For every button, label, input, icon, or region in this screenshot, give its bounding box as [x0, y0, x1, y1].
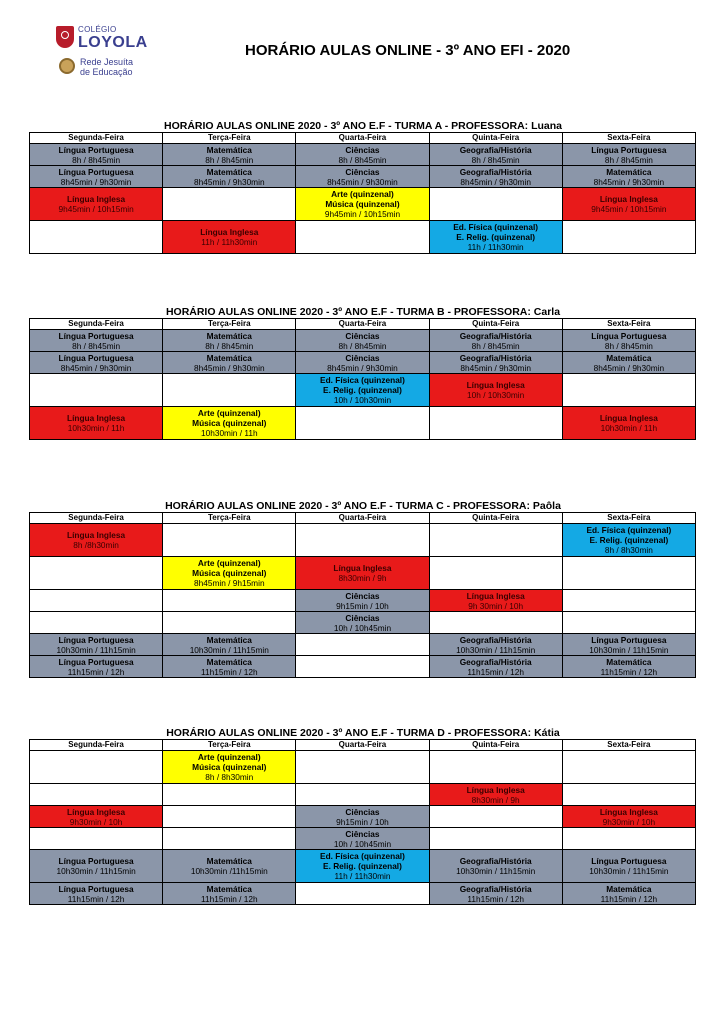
- section-title: HORÁRIO AULAS ONLINE 2020 - 3º ANO E.F - TURMA D - PROFESSORA: Kátia: [166, 727, 560, 739]
- day-header: Quinta-Feira: [429, 513, 562, 524]
- day-header: Segunda-Feira: [30, 513, 163, 524]
- table-row: [30, 407, 696, 440]
- class-time: 10h30min / 11h: [67, 423, 125, 433]
- class-cell: [562, 330, 695, 352]
- empty-cell: [429, 828, 562, 850]
- class-cell: [562, 883, 695, 905]
- class-time: 11h15min / 12h: [467, 666, 524, 677]
- class-cell: [429, 634, 562, 656]
- empty-cell: [30, 221, 163, 254]
- empty-cell: [30, 751, 163, 784]
- page-title: HORÁRIO AULAS ONLINE - 3º ANO EFI - 2020: [245, 42, 571, 59]
- class-time: 8h45min / 9h30min: [327, 362, 398, 373]
- class-cell: [429, 784, 562, 806]
- section-title: HORÁRIO AULAS ONLINE 2020 - 3º ANO E.F - TURMA B - PROFESSORA: Carla: [165, 306, 561, 318]
- table-row: [30, 330, 696, 352]
- empty-cell: [562, 751, 695, 784]
- class-cell: [30, 634, 163, 656]
- class-cell: [163, 850, 296, 883]
- class-cell: [562, 806, 695, 828]
- class-time: 10h30min / 11h: [200, 428, 258, 438]
- schedule-table: [29, 132, 696, 254]
- class-time: 10h / 10h30min: [467, 390, 525, 400]
- class-cell: [296, 374, 429, 407]
- class-cell: [163, 144, 296, 166]
- class-time: 10h30min / 11h15min: [589, 644, 669, 655]
- subject-name: Língua Inglesa: [333, 563, 392, 573]
- subject-name: Geografia/História: [459, 883, 532, 894]
- header-row: [30, 513, 696, 524]
- subject-name: Ciências: [345, 352, 380, 363]
- table-row: [30, 850, 696, 883]
- class-time: 10h30min /11h15min: [190, 866, 268, 876]
- class-time: 8h45min / 9h30min: [593, 176, 665, 187]
- empty-cell: [562, 784, 695, 806]
- table-row: [30, 188, 696, 221]
- subject-name: Matemática: [206, 656, 252, 667]
- class-cell: [429, 374, 562, 407]
- class-cell: [163, 407, 296, 440]
- subject-name: Língua Inglesa: [67, 806, 126, 817]
- empty-cell: [562, 590, 695, 612]
- class-time: 8h / 8h45min: [72, 340, 121, 351]
- class-time: 8h / 8h45min: [471, 340, 520, 351]
- subject-name: Língua Portuguesa: [58, 656, 134, 667]
- empty-cell: [429, 612, 562, 634]
- section-title: HORÁRIO AULAS ONLINE 2020 - 3º ANO E.F - TURMA C - PROFESSORA: Paôla: [165, 500, 561, 512]
- class-time: 8h45min / 9h15min: [193, 578, 265, 588]
- logo-name-text: LOYOLA: [78, 34, 148, 51]
- class-time: 11h15min / 12h: [67, 893, 125, 904]
- empty-cell: [30, 784, 163, 806]
- empty-cell: [30, 612, 163, 634]
- subject-name: Geografia/História: [459, 656, 532, 667]
- subject-name: E. Relig. (quinzenal): [323, 861, 402, 871]
- class-time: 8h / 8h30min: [205, 772, 254, 782]
- empty-cell: [296, 656, 429, 678]
- subject-name: Geografia/História: [459, 166, 532, 177]
- logo-rede-line1: Rede Jesuíta: [80, 57, 134, 67]
- day-header: Terça-Feira: [163, 740, 296, 751]
- schedule-table: [29, 739, 696, 905]
- class-time: 8h /8h30min: [73, 540, 119, 550]
- subject-name: Língua Inglesa: [599, 413, 658, 423]
- jesuit-seal-icon: [59, 58, 75, 74]
- subject-name: Matemática: [206, 166, 252, 177]
- subject-name: Matemática: [606, 166, 652, 177]
- class-time: 8h45min / 9h30min: [593, 362, 665, 373]
- school-logo: [56, 24, 156, 84]
- subject-name: Ciências: [345, 166, 380, 177]
- class-cell: [163, 656, 296, 678]
- class-time: 9h15min / 10h: [336, 600, 389, 611]
- subject-name: Língua Inglesa: [599, 806, 658, 817]
- class-time: 11h15min / 12h: [67, 666, 125, 677]
- class-time: 8h / 8h45min: [471, 154, 520, 165]
- class-time: 8h45min / 9h30min: [460, 176, 531, 187]
- class-cell: [163, 221, 296, 254]
- empty-cell: [562, 828, 695, 850]
- class-time: 11h15min / 12h: [467, 893, 524, 904]
- subject-name: Música (quinzenal): [192, 762, 267, 772]
- table-row: [30, 524, 696, 557]
- empty-cell: [163, 806, 296, 828]
- logo-rede-line2: de Educação: [80, 67, 133, 77]
- subject-name: Língua Portuguesa: [58, 634, 134, 645]
- subject-name: Língua Portuguesa: [58, 883, 134, 894]
- subject-name: Língua Portuguesa: [58, 856, 134, 866]
- class-cell: [296, 352, 429, 374]
- class-time: 10h30min / 11h15min: [456, 644, 536, 655]
- class-time: 11h / 11h30min: [201, 237, 258, 247]
- class-cell: [30, 188, 163, 221]
- class-cell: [163, 557, 296, 590]
- table-row: [30, 751, 696, 784]
- subject-name: Arte (quinzenal): [197, 752, 261, 762]
- class-time: 8h / 8h30min: [604, 545, 653, 555]
- day-header: Terça-Feira: [163, 133, 296, 144]
- class-time: 10h / 10h45min: [333, 838, 392, 849]
- class-cell: [296, 144, 429, 166]
- subject-name: Língua Inglesa: [466, 380, 525, 390]
- table-row: [30, 590, 696, 612]
- table-row: [30, 221, 696, 254]
- table-row: [30, 883, 696, 905]
- subject-name: Matemática: [606, 656, 652, 667]
- class-cell: [30, 850, 163, 883]
- subject-name: Língua Inglesa: [67, 413, 126, 423]
- table-row: [30, 144, 696, 166]
- day-header: Quarta-Feira: [296, 133, 429, 144]
- class-cell: [30, 524, 163, 557]
- header-row: [30, 740, 696, 751]
- day-header: Terça-Feira: [163, 319, 296, 330]
- subject-name: Música (quinzenal): [192, 418, 267, 428]
- subject-name: Ciências: [345, 612, 380, 623]
- day-header: Terça-Feira: [163, 513, 296, 524]
- day-header: Sexta-Feira: [562, 740, 695, 751]
- class-time: 11h15min / 12h: [600, 666, 658, 677]
- subject-name: Língua Portuguesa: [58, 330, 134, 341]
- table-row: [30, 828, 696, 850]
- subject-name: Língua Inglesa: [599, 194, 658, 204]
- schedule-table: [29, 512, 696, 678]
- class-time: 8h45min / 9h30min: [460, 362, 531, 373]
- subject-name: Arte (quinzenal): [197, 408, 261, 418]
- subject-name: Ed. Física (quinzenal): [453, 222, 539, 232]
- empty-cell: [429, 751, 562, 784]
- day-header: Sexta-Feira: [562, 513, 695, 524]
- table-row: [30, 784, 696, 806]
- class-cell: [296, 850, 429, 883]
- class-time: 9h 30min / 10h: [468, 600, 524, 611]
- class-time: 9h15min / 10h: [336, 816, 389, 827]
- class-time: 9h45min / 10h15min: [591, 204, 667, 214]
- class-cell: [562, 524, 695, 557]
- class-cell: [429, 352, 562, 374]
- class-cell: [429, 221, 562, 254]
- class-time: 10h / 10h45min: [333, 622, 392, 633]
- subject-name: Língua Portuguesa: [591, 144, 667, 155]
- subject-name: Língua Inglesa: [466, 784, 525, 795]
- empty-cell: [296, 407, 429, 440]
- class-cell: [30, 330, 163, 352]
- empty-cell: [30, 828, 163, 850]
- subject-name: Arte (quinzenal): [331, 189, 394, 199]
- subject-name: Arte (quinzenal): [197, 558, 261, 568]
- subject-name: Ed. Física (quinzenal): [320, 375, 405, 385]
- class-time: 8h45min / 9h30min: [193, 362, 265, 373]
- section-title: HORÁRIO AULAS ONLINE 2020 - 3º ANO E.F - TURMA A - PROFESSORA: Luana: [163, 120, 562, 132]
- subject-name: Música (quinzenal): [325, 199, 400, 209]
- empty-cell: [429, 806, 562, 828]
- empty-cell: [163, 612, 296, 634]
- class-cell: [163, 751, 296, 784]
- subject-name: Língua Portuguesa: [58, 144, 134, 155]
- subject-name: Ciências: [345, 806, 380, 817]
- class-time: 11h / 11h30min: [334, 871, 391, 881]
- empty-cell: [163, 524, 296, 557]
- class-cell: [30, 407, 163, 440]
- class-time: 8h45min / 9h30min: [60, 176, 132, 187]
- class-time: 10h30min / 11h: [600, 423, 658, 433]
- day-header: Segunda-Feira: [30, 133, 163, 144]
- table-row: [30, 806, 696, 828]
- class-cell: [163, 330, 296, 352]
- day-header: Sexta-Feira: [562, 133, 695, 144]
- class-time: 8h30min / 9h: [338, 573, 387, 583]
- class-cell: [562, 656, 695, 678]
- empty-cell: [296, 883, 429, 905]
- class-cell: [163, 166, 296, 188]
- subject-name: Geografia/História: [459, 144, 532, 155]
- subject-name: Ciências: [345, 590, 380, 601]
- subject-name: Matemática: [206, 856, 252, 866]
- table-row: [30, 612, 696, 634]
- class-cell: [163, 883, 296, 905]
- logo-colegio-text: COLÉGIO: [78, 25, 117, 34]
- class-cell: [429, 144, 562, 166]
- class-cell: [562, 188, 695, 221]
- empty-cell: [30, 557, 163, 590]
- subject-name: Geografia/História: [459, 856, 532, 866]
- subject-name: Geografia/História: [459, 330, 532, 341]
- subject-name: Geografia/História: [459, 634, 532, 645]
- class-time: 10h / 10h30min: [333, 395, 392, 405]
- table-row: [30, 352, 696, 374]
- table-row: [30, 374, 696, 407]
- class-cell: [30, 656, 163, 678]
- subject-name: Ed. Física (quinzenal): [586, 525, 672, 535]
- class-time: 10h30min / 11h15min: [56, 866, 136, 876]
- schedule-table: [29, 318, 696, 440]
- class-time: 8h / 8h45min: [205, 340, 254, 351]
- class-cell: [30, 883, 163, 905]
- class-time: 8h45min / 9h30min: [193, 176, 265, 187]
- empty-cell: [562, 612, 695, 634]
- class-cell: [296, 612, 429, 634]
- empty-cell: [163, 590, 296, 612]
- class-cell: [429, 330, 562, 352]
- subject-name: Ciências: [345, 144, 380, 155]
- class-cell: [562, 144, 695, 166]
- empty-cell: [163, 188, 296, 221]
- class-time: 8h / 8h45min: [72, 154, 121, 165]
- subject-name: Matemática: [206, 352, 252, 363]
- class-time: 8h / 8h45min: [338, 154, 387, 165]
- class-time: 11h15min / 12h: [200, 893, 258, 904]
- class-cell: [296, 590, 429, 612]
- class-cell: [296, 828, 429, 850]
- class-time: 8h30min / 9h: [471, 794, 520, 805]
- class-time: 8h45min / 9h30min: [327, 176, 398, 187]
- empty-cell: [163, 784, 296, 806]
- subject-name: Matemática: [206, 144, 252, 155]
- subject-name: Matemática: [606, 883, 652, 894]
- class-cell: [562, 166, 695, 188]
- class-time: 9h30min / 10h: [602, 816, 656, 827]
- class-time: 11h / 11h30min: [467, 242, 524, 252]
- class-time: 10h30min / 11h15min: [456, 866, 536, 876]
- class-cell: [30, 352, 163, 374]
- table-row: [30, 557, 696, 590]
- day-header: Quarta-Feira: [296, 513, 429, 524]
- subject-name: Língua Inglesa: [200, 227, 259, 237]
- subject-name: Matemática: [606, 352, 652, 363]
- logo-rede-text: [80, 57, 160, 77]
- empty-cell: [296, 221, 429, 254]
- empty-cell: [30, 374, 163, 407]
- subject-name: Ed. Física (quinzenal): [320, 851, 405, 861]
- empty-cell: [30, 590, 163, 612]
- subject-name: Língua Portuguesa: [58, 352, 134, 363]
- subject-name: Língua Portuguesa: [591, 856, 667, 866]
- empty-cell: [296, 524, 429, 557]
- day-header: Quinta-Feira: [429, 133, 562, 144]
- class-time: 8h / 8h45min: [604, 154, 653, 165]
- table-row: [30, 166, 696, 188]
- day-header: Quarta-Feira: [296, 319, 429, 330]
- subject-name: Ciências: [345, 330, 380, 341]
- subject-name: Língua Portuguesa: [591, 634, 667, 645]
- loyola-shield-icon: [56, 26, 74, 48]
- class-time: 9h30min / 10h: [69, 816, 123, 827]
- class-time: 9h45min / 10h15min: [324, 209, 401, 219]
- day-header: Segunda-Feira: [30, 740, 163, 751]
- subject-name: Matemática: [206, 634, 252, 645]
- class-cell: [296, 557, 429, 590]
- subject-name: E. Relig. (quinzenal): [456, 232, 536, 242]
- class-time: 8h / 8h45min: [604, 340, 653, 351]
- subject-name: Língua Inglesa: [67, 530, 126, 540]
- class-cell: [296, 330, 429, 352]
- subject-name: Língua Inglesa: [466, 590, 525, 601]
- empty-cell: [429, 188, 562, 221]
- subject-name: Língua Portuguesa: [58, 166, 134, 177]
- subject-name: Ciências: [345, 828, 380, 839]
- class-time: 8h / 8h45min: [205, 154, 254, 165]
- subject-name: Música (quinzenal): [192, 568, 267, 578]
- empty-cell: [296, 784, 429, 806]
- header-row: [30, 133, 696, 144]
- empty-cell: [429, 557, 562, 590]
- class-cell: [429, 850, 562, 883]
- day-header: Quarta-Feira: [296, 740, 429, 751]
- class-cell: [30, 166, 163, 188]
- empty-cell: [296, 751, 429, 784]
- empty-cell: [562, 557, 695, 590]
- subject-name: Língua Portuguesa: [591, 330, 667, 341]
- day-header: Segunda-Feira: [30, 319, 163, 330]
- empty-cell: [429, 524, 562, 557]
- class-cell: [30, 144, 163, 166]
- class-time: 11h15min / 12h: [200, 666, 258, 677]
- table-row: [30, 656, 696, 678]
- class-time: 9h45min / 10h15min: [58, 204, 134, 214]
- class-cell: [562, 634, 695, 656]
- subject-name: E. Relig. (quinzenal): [323, 385, 402, 395]
- class-cell: [296, 188, 429, 221]
- class-cell: [429, 166, 562, 188]
- class-cell: [296, 806, 429, 828]
- class-time: 10h30min / 11h15min: [589, 866, 669, 876]
- empty-cell: [429, 407, 562, 440]
- class-cell: [30, 806, 163, 828]
- class-cell: [562, 850, 695, 883]
- subject-name: E. Relig. (quinzenal): [589, 535, 669, 545]
- day-header: Sexta-Feira: [562, 319, 695, 330]
- class-time: 10h30min / 11h15min: [56, 644, 136, 655]
- class-time: 8h / 8h45min: [338, 340, 387, 351]
- class-cell: [429, 590, 562, 612]
- empty-cell: [562, 221, 695, 254]
- subject-name: Língua Inglesa: [67, 194, 126, 204]
- class-time: 10h30min / 11h15min: [189, 644, 269, 655]
- day-header: Quinta-Feira: [429, 740, 562, 751]
- class-cell: [429, 656, 562, 678]
- empty-cell: [296, 634, 429, 656]
- class-cell: [163, 634, 296, 656]
- subject-name: Matemática: [206, 883, 252, 894]
- class-cell: [562, 352, 695, 374]
- class-cell: [562, 407, 695, 440]
- class-time: 11h15min / 12h: [600, 893, 658, 904]
- class-time: 8h45min / 9h30min: [60, 362, 132, 373]
- header-row: [30, 319, 696, 330]
- empty-cell: [163, 828, 296, 850]
- subject-name: Geografia/História: [459, 352, 532, 363]
- day-header: Quinta-Feira: [429, 319, 562, 330]
- empty-cell: [163, 374, 296, 407]
- table-row: [30, 634, 696, 656]
- class-cell: [163, 352, 296, 374]
- subject-name: Matemática: [206, 330, 252, 341]
- class-cell: [429, 883, 562, 905]
- class-cell: [296, 166, 429, 188]
- empty-cell: [562, 374, 695, 407]
